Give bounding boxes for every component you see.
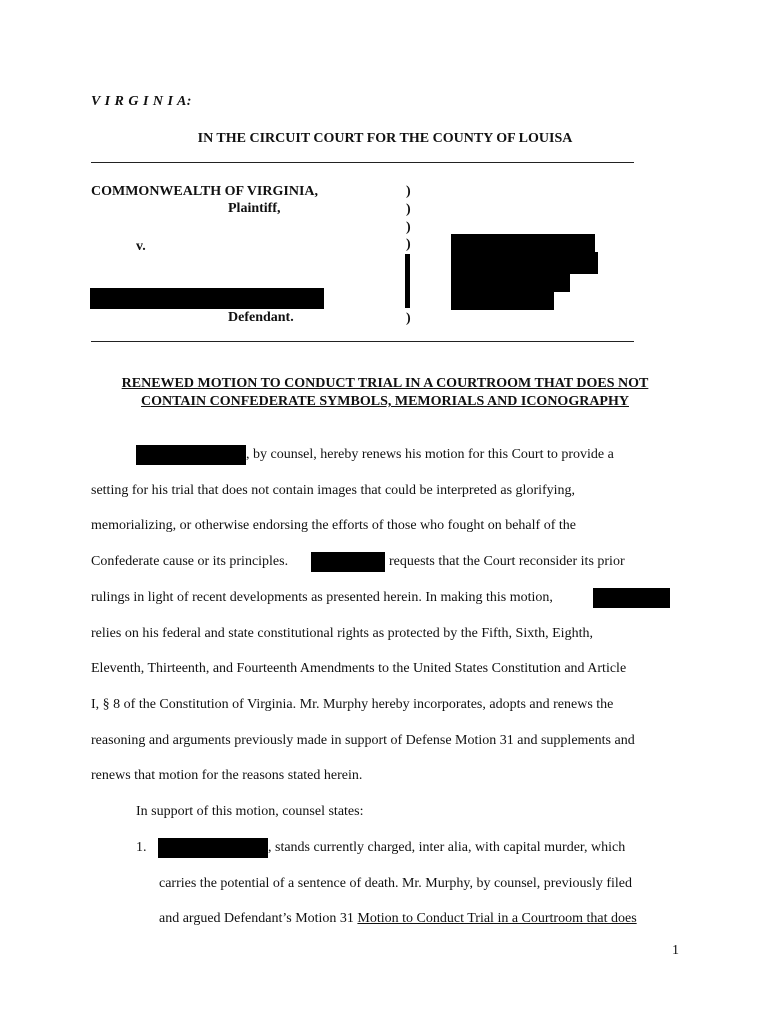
body-p1-line-4a: Confederate cause or its principles. [91, 554, 289, 569]
defendant-name-redaction-p1-l4 [311, 552, 385, 572]
caption-bottom-rule [91, 341, 634, 342]
page-number: 1 [672, 943, 679, 958]
caption-paren-3: ) [406, 220, 411, 235]
item-1-line-3-text: and argued Defendant’s Motion 31 [159, 911, 358, 926]
defendant-role: Defendant. [228, 310, 294, 325]
plaintiff-name: COMMONWEALTH OF VIRGINIA, [91, 184, 319, 199]
caption-paren-5: ) [406, 311, 411, 326]
body-p1-line-8: I, § 8 of the Constitution of Virginia. Mr. Murphy hereby incorporates, adopts and renews the [91, 697, 614, 712]
body-p1-line-2: setting for his trial that does not contain images that could be interpreted as glorifying, [91, 483, 576, 498]
body-p1-line-3: memorializing, or otherwise endorsing the efforts of those who fought on behalf of the [91, 518, 576, 533]
case-number-redaction-3 [451, 272, 570, 292]
item-1-number: 1. [136, 840, 147, 855]
caption-paren-1: ) [406, 184, 411, 199]
caption-paren-4: ) [406, 237, 411, 252]
versus-label: v. [136, 239, 146, 254]
body-p1-line-10: renews that motion for the reasons stated herein. [91, 768, 363, 783]
body-p1-line-7: Eleventh, Thirteenth, and Fourteenth Amendments to the United States Constitution and Article [91, 661, 627, 676]
item-1-line-1: , stands currently charged, inter alia, with capital murder, which [268, 840, 626, 855]
motion-title-line-2: CONTAIN CONFEDERATE SYMBOLS, MEMORIALS AND ICONOGRAPHY [141, 394, 629, 409]
body-p1-line-5: rulings in light of recent developments as presented herein. In making this motion, [91, 590, 553, 605]
state-heading: V I R G I N I A: [91, 94, 192, 109]
body-p1-line-9: reasoning and arguments previously made in support of Defense Motion 31 and supplements and [91, 733, 635, 748]
court-heading: IN THE CIRCUIT COURT FOR THE COUNTY OF LOUISA [197, 131, 573, 146]
item-1-line-3 [159, 910, 637, 928]
body-p1-line-6: relies on his federal and state constitutional rights as protected by the Fifth, Sixth, Eighth, [91, 626, 593, 641]
caption-top-rule [91, 162, 634, 163]
defendant-name-redaction [90, 288, 324, 309]
caption-paren-2: ) [406, 202, 411, 217]
plaintiff-role: Plaintiff, [228, 201, 281, 216]
case-number-redaction-1 [451, 234, 595, 254]
defendant-name-redaction-item1 [158, 838, 268, 858]
motion-31-title-link: Motion to Conduct Trial in a Courtroom that does [357, 911, 637, 926]
item-1-line-2: carries the potential of a sentence of death. Mr. Murphy, by counsel, previously filed [159, 876, 633, 891]
motion-title-line-1: RENEWED MOTION TO CONDUCT TRIAL IN A COURTROOM THAT DOES NOT [121, 376, 649, 391]
defendant-name-redaction-p1-l5 [593, 588, 670, 608]
caption-paren-redaction-bar [405, 254, 410, 308]
body-p1-line-1: , by counsel, hereby renews his motion for this Court to provide a [246, 447, 614, 462]
case-number-redaction-2 [451, 252, 598, 274]
defendant-name-redaction-p1 [136, 445, 246, 465]
body-p1-line-4b: requests that the Court reconsider its prior [389, 554, 625, 569]
case-number-redaction-4 [451, 290, 554, 310]
body-p2: In support of this motion, counsel states: [136, 804, 364, 819]
